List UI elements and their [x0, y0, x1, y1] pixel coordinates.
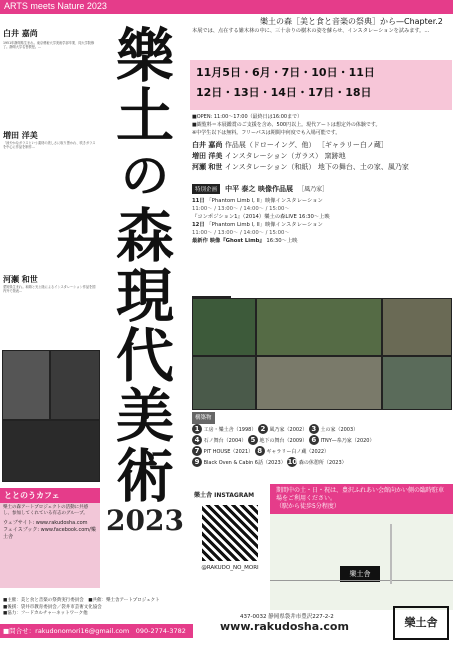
artist-name: 増田 洋美: [3, 131, 38, 140]
fee-note: ■観覧料＝本展鑑賞のご支援を含め、500円以上。現代アートは想定外の体験です。: [192, 122, 381, 128]
access-map: [270, 484, 453, 610]
artist-bio: 愛知県生まれ。和紙と光と陰によるインスタレーション作品を国内外で発表...: [3, 285, 96, 294]
title-char: の: [120, 148, 169, 204]
title-char: 代: [115, 322, 174, 390]
series-title: ARTS meets Nature 2023: [4, 1, 107, 11]
instagram-title: 樂土舎 INSTAGRAM: [194, 492, 255, 499]
artist-bio: 1951年静岡県生まれ。東京藝術大学美術学部卒業、同大学院修了。静岡大学名誉教授。...: [3, 41, 95, 50]
special-title: 中平 泰之 映像作品展: [225, 185, 293, 193]
special-event: 特別企画 中平 泰之 映像作品展 ［風乃家］ 11日 「Phantom Limb I, II」映像インスタレーション 11:00〜 / 13:00〜 / 14:00〜 / 15:00〜 『コンポジション1』（2014）樂土の森LIVE 16:30〜上映 12日 「Phantom Limb I, II」映像インスタレーション 11:00〜 / 13:00〜 / 14:00〜 / 15:00〜 最新作 映像『Ghost Limb』 16:30〜上映: [192, 185, 330, 244]
special-label: 特別企画: [192, 184, 220, 194]
artist-profile-kawase: [3, 274, 97, 294]
website-link[interactable]: www.rakudosha.com: [35, 520, 88, 526]
exhibit-row: 河瀬 和世 インスタレーション（和紙） 地下の舞台、土の家、風乃家: [192, 163, 409, 171]
title-char: 土: [115, 82, 174, 150]
exhibit-list: [192, 140, 452, 173]
rakudosha-logo: 樂土舎: [393, 606, 449, 640]
title-char: 美: [115, 382, 174, 450]
address-bar: [190, 612, 453, 640]
year-digit: 2: [145, 504, 165, 537]
artwork-photo: [2, 350, 50, 420]
artist-name: 河瀬 和世: [3, 275, 38, 284]
facebook-link[interactable]: www.facebook.com/樂土舎: [3, 527, 96, 540]
artist-profile-masuda: [3, 130, 97, 150]
contact-bar: ■問合せ：rakudonomori16@gmail.com 090-2774-3782（樂土舎）: [0, 624, 193, 638]
cafe-title: ととのうカフェ: [0, 488, 100, 503]
open-time: ■OPEN: 11:00〜17:00（最終日は16:00まで）: [192, 114, 303, 120]
date: 11日: [348, 66, 375, 79]
artist-profiles: [0, 14, 100, 490]
top-bar: [0, 0, 453, 14]
year-digit: 0: [125, 504, 145, 537]
date: 18日: [345, 86, 372, 99]
date: 6月: [251, 66, 271, 79]
permanent-photo: [256, 298, 382, 356]
cafe-text: 樂土の森アートプロジェクトの活動に共感し、参加してくれている有志のグループ。: [3, 505, 89, 516]
date: 14日: [270, 86, 297, 99]
date: 7日: [281, 66, 301, 79]
instagram-handle[interactable]: @RAKUDO_NO_MORI: [201, 565, 259, 571]
qr-code[interactable]: [202, 505, 258, 561]
date: 12日: [196, 86, 223, 99]
permanent-photo: [192, 298, 256, 356]
date: 17日: [307, 86, 335, 99]
permanent-photo: [382, 356, 452, 410]
cafe-box: ととのうカフェ 樂土の森アートプロジェクトの活動に共感し、参加してくれている有志のグループ。 ウェブサイト: www.rakudosha.com フェイスブック: www.facebook.com/樂土舎: [0, 488, 100, 588]
dates-row-2: 12日・13日・14日・17日・18日: [196, 86, 372, 99]
map-logo: 樂土舎: [340, 566, 380, 582]
dates-row-1: 11月5日・6月・7日・10日・11日: [196, 66, 375, 79]
main-title-year: [104, 506, 186, 536]
year-digit: 3: [164, 504, 184, 537]
description: 本展では、点在する雑木林の中に、三十余りの樹木の姿を蘇らせ、インスタレーションを試みます。...: [192, 28, 430, 34]
parking-notice: 期間中の土・日・祝は、豊沢ふれあい会館向かい側の臨時駐車場をご利用ください。 （駅から徒歩5分程度）: [270, 484, 453, 514]
artwork-photo: [50, 350, 100, 420]
permanent-photo: [192, 356, 256, 410]
artist-profile-shirai: [3, 28, 97, 100]
title-char: 樂: [115, 22, 174, 90]
year-digit: 2: [106, 504, 126, 537]
instagram-box: [190, 486, 270, 606]
title-char: 術: [115, 442, 174, 510]
title-char: 現: [115, 262, 174, 330]
artist-name: 白井 嘉尚: [3, 29, 38, 38]
artwork-photo: [2, 420, 100, 482]
date: 10日: [311, 66, 338, 79]
artist-bio: 「涼やかなガラスという素材の美しさに取り憑かれ、吹きガラスを中心に作品を制作...: [3, 141, 96, 150]
permanent-photo: [382, 298, 452, 356]
address: 437-0032 静岡県袋井市豊沢227-2-2: [240, 614, 334, 620]
exhibit-row: 白井 嘉尚 作品展（ドローイング、他） ［ギャラリー白ノ蔵］: [192, 141, 388, 149]
site-url[interactable]: www.rakudosha.com: [220, 620, 349, 633]
building-legend: 構築物 1 工房・樂土舎（1998） 2 風乃家（2002） 3 土の家（2003） 4 石ノ舞台（2004） 5 地下の舞台（2009） 6 ITNY—糸乃家（2020） 7 PIT HOUSE（2021） 8 ギャラリー白ノ蔵（2022） 9 Black Oven & Cabin 6話（2023） 10 森の休憩所（2023）: [192, 412, 452, 468]
dates-box: [190, 60, 452, 110]
chapter-header: 樂土の森［美と食と音楽の祭典］から—Chapter.2: [260, 17, 443, 26]
date: 11月5日: [196, 66, 241, 79]
date: 13日: [233, 86, 260, 99]
credits: ■主催：美と食と音楽の祭典実行委員会 ■共催：樂土舎アートプロジェクト ■後援：袋井市教育委員会／袋井市芸術文化協会 ■協力：フードカルチャーネットワーク他: [3, 598, 160, 616]
notes: ※中学生以下は無料。フリーパスは期間中何度でも入場可能です。: [192, 130, 341, 136]
permanent-photo: [256, 356, 382, 410]
exhibit-row: 増田 洋美 インスタレーション（ガラス） 窯跡地: [192, 152, 346, 160]
title-char: 森: [115, 202, 174, 270]
special-place: ［風乃家］: [298, 186, 329, 193]
